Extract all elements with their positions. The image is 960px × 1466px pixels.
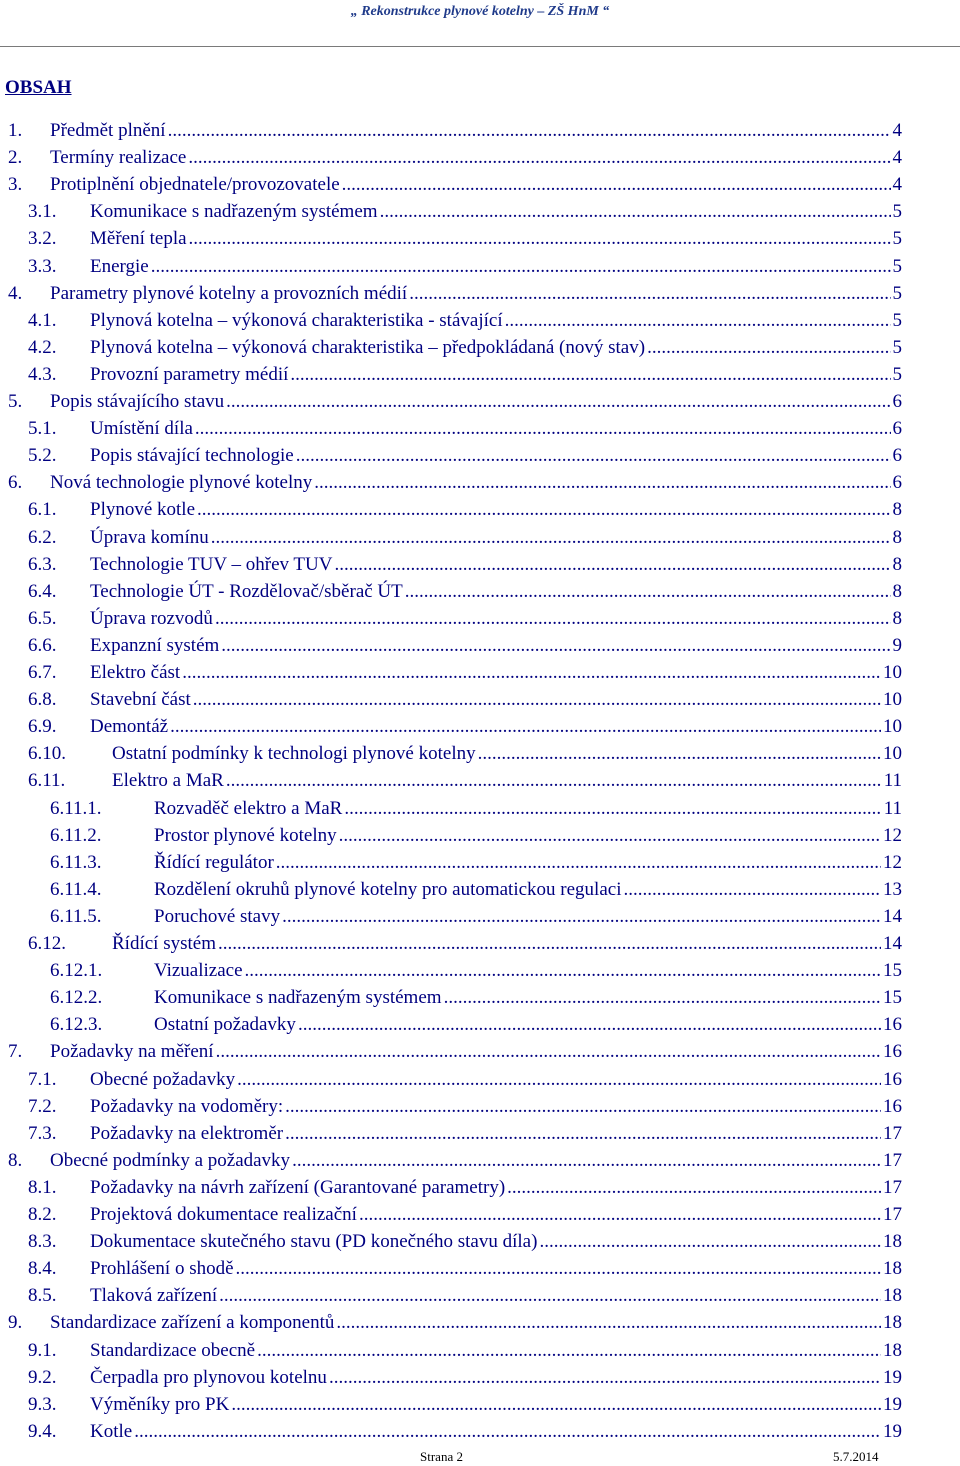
toc-entry-number: 5. [8, 391, 23, 412]
toc-leader-dots [539, 1231, 881, 1253]
toc-leader-dots [290, 364, 890, 386]
toc-entry-number: 9. [8, 1312, 23, 1334]
toc-entry-number: 6.11.1. [50, 797, 102, 819]
toc-leader-dots [193, 689, 881, 711]
toc-entry-page: 18 [883, 1231, 902, 1253]
toc-entry[interactable] [28, 581, 902, 608]
toc-entry-number: 5.2. [28, 445, 57, 467]
toc-entry[interactable] [28, 635, 902, 662]
toc-entry-title: Požadavky na vodoměry: [90, 1095, 284, 1117]
toc-entry-number: 8.5. [28, 1285, 57, 1307]
toc-leader-dots [226, 391, 890, 413]
toc-entry-title: Provozní parametry médií [90, 363, 289, 385]
toc-entry-number: 4. [8, 282, 23, 304]
toc-entry-number: 9.4. [28, 1420, 57, 1442]
toc-entry-title: Požadavky na elektroměr [90, 1122, 284, 1144]
toc-entry[interactable] [28, 1123, 902, 1150]
toc-entry-page: 18 [883, 1312, 902, 1334]
toc-entry-title: Technologie ÚT - Rozdělovač/sběrač ÚT [90, 580, 403, 602]
toc-entry-title: Plynová kotelna – výkonová charakteristika – předpokládaná (nový stav) [90, 336, 646, 358]
toc-entry-number: 8.3. [28, 1231, 57, 1253]
toc-leader-dots [257, 1340, 881, 1362]
toc-leader-dots [292, 1150, 881, 1172]
toc-entry[interactable] [28, 337, 902, 364]
toc-entry-page: 11 [883, 770, 902, 792]
toc-entry-title: Prohlášení o shodě [90, 1258, 234, 1280]
toc-entry[interactable] [28, 310, 902, 337]
toc-entry-number: 6.6. [28, 634, 57, 656]
toc-entry-number: 6.9. [28, 716, 57, 738]
toc-entry-title: Umístění díla [90, 418, 193, 440]
toc-entry[interactable] [28, 1285, 902, 1312]
toc-entry-page: 12 [883, 824, 902, 846]
toc-leader-dots [276, 852, 881, 874]
toc-entry[interactable] [28, 1367, 902, 1394]
toc-entry-page: 4 [892, 147, 902, 169]
toc-entry-page: 8 [892, 607, 902, 629]
toc-leader-dots [195, 418, 891, 440]
toc-entry[interactable] [28, 608, 902, 635]
toc-entry-page: 16 [883, 1068, 902, 1090]
toc-entry[interactable] [28, 716, 902, 743]
toc-entry-page: 8 [892, 553, 902, 575]
toc-entry-page: 6 [892, 391, 902, 412]
toc-entry-page: 11 [883, 797, 902, 819]
toc-entry-page: 17 [883, 1149, 902, 1171]
toc-entry-page: 18 [883, 1339, 902, 1361]
toc-entry-page: 8 [892, 499, 902, 521]
toc-entry-title: Demontáž [90, 716, 169, 738]
toc-entry-number: 6.11.3. [50, 851, 102, 873]
toc-leader-dots [344, 798, 881, 820]
toc-entry-page: 18 [883, 1258, 902, 1280]
toc-entry-page: 6 [892, 472, 902, 494]
footer-date: 5.7.2014 [833, 1449, 879, 1464]
toc-entry[interactable] [28, 743, 902, 770]
toc-entry-page: 12 [883, 851, 902, 873]
toc-entry-number: 6.1. [28, 499, 57, 521]
toc-entry-title: Popis stávajícího stavu [50, 391, 225, 412]
toc-entry-page: 5 [892, 201, 902, 223]
toc-leader-dots [339, 825, 881, 847]
toc-entry-number: 7.3. [28, 1122, 57, 1144]
toc-entry-page: 13 [883, 878, 902, 900]
toc-entry-title: Projektová dokumentace realizační [90, 1204, 357, 1225]
toc-entry[interactable] [28, 418, 902, 445]
toc-entry-title: Standardizace zařízení a komponentů [50, 1312, 335, 1334]
toc-entry[interactable] [28, 933, 902, 960]
toc-entry-title: Protiplnění objednatele/provozovatele [50, 174, 340, 196]
toc-leader-dots [314, 472, 890, 494]
toc-leader-dots [405, 581, 891, 603]
toc-leader-dots [647, 337, 890, 359]
toc-entry[interactable] [50, 852, 902, 879]
toc-entry[interactable] [8, 391, 902, 418]
toc-leader-dots [197, 499, 890, 521]
toc-entry[interactable] [50, 879, 902, 906]
toc-leader-dots [134, 1421, 881, 1443]
toc-leader-dots [329, 1367, 881, 1389]
toc-entry[interactable] [50, 1014, 902, 1041]
toc-entry-number: 5.1. [28, 418, 57, 440]
toc-entry-page: 10 [883, 716, 902, 738]
toc-entry-number: 6.10. [28, 743, 66, 765]
toc-entry-page: 19 [883, 1420, 902, 1442]
toc-entry-page: 19 [883, 1366, 902, 1388]
toc-entry-number: 6.7. [28, 662, 57, 683]
toc-entry-page: 16 [883, 1041, 902, 1063]
toc-entry-number: 3.1. [28, 201, 57, 223]
toc-entry-number: 6.11. [28, 770, 66, 792]
toc-leader-dots [188, 147, 890, 169]
toc-entry-number: 9.1. [28, 1339, 57, 1361]
toc-leader-dots [478, 743, 881, 765]
toc-entry-title: Předmět plnění [50, 120, 166, 141]
toc-leader-dots [216, 1041, 881, 1063]
toc-entry[interactable] [28, 364, 902, 391]
toc-entry-page: 14 [883, 905, 902, 927]
toc-entry[interactable] [8, 1312, 902, 1339]
toc-entry-number: 6.12.2. [50, 987, 103, 1009]
toc-entry-number: 6.12. [28, 933, 66, 954]
toc-leader-dots [218, 933, 881, 955]
toc-entry-title: Úprava rozvodů [90, 607, 213, 629]
toc-entry-title: Rozvaděč elektro a MaR [154, 797, 343, 819]
toc-entry-number: 6. [8, 472, 23, 494]
toc-entry-number: 6.4. [28, 580, 57, 602]
toc-entry-page: 6 [892, 445, 902, 467]
toc-entry-page: 16 [883, 1095, 902, 1117]
toc-entry[interactable] [8, 472, 902, 499]
toc-entry-title: Požadavky na měření [50, 1041, 214, 1063]
toc-leader-dots [282, 906, 881, 928]
toc-entry-page: 5 [892, 255, 902, 277]
toc-entry-title: Ostatní požadavky [154, 1014, 296, 1036]
toc-entry[interactable] [28, 1177, 902, 1204]
toc-entry[interactable] [50, 825, 902, 852]
toc-entry[interactable] [28, 527, 902, 554]
toc-entry-number: 6.11.2. [50, 824, 102, 846]
toc-entry-page: 5 [892, 282, 902, 304]
toc-entry-page: 5 [892, 228, 902, 250]
toc-entry-title: Elektro část [90, 662, 181, 683]
toc-entry-title: Komunikace s nadřazeným systémem [90, 201, 378, 223]
toc-entry-title: Elektro a MaR [112, 770, 224, 792]
toc-leader-dots [236, 1258, 881, 1280]
toc-entry[interactable] [28, 1231, 902, 1258]
toc-entry[interactable] [28, 499, 902, 526]
toc-entry-page: 16 [883, 1014, 902, 1036]
toc-leader-dots [231, 1394, 881, 1416]
toc-entry[interactable] [50, 906, 902, 933]
page-header [0, 0, 960, 47]
toc-entry-number: 4.1. [28, 309, 57, 331]
toc-entry-number: 1. [8, 120, 23, 141]
toc-entry[interactable] [28, 1069, 902, 1096]
toc-leader-dots [245, 960, 881, 982]
toc-entry[interactable] [8, 1041, 902, 1068]
toc-entry[interactable] [28, 256, 902, 283]
toc-entry-page: 18 [883, 1285, 902, 1307]
toc-entry-title: Řídící systém [112, 933, 216, 954]
toc-entry-title: Vizualizace [154, 960, 243, 982]
toc-entry-number: 7. [8, 1041, 23, 1063]
toc-entry-title: Obecné podmínky a požadavky [50, 1149, 291, 1171]
toc-leader-dots [170, 716, 881, 738]
toc-entry[interactable] [28, 1340, 902, 1367]
toc-entry-title: Stavební část [90, 689, 191, 711]
toc-leader-dots [336, 1312, 881, 1334]
toc-entry-title: Tlaková zařízení [90, 1285, 218, 1307]
toc-entry[interactable] [28, 1258, 902, 1285]
toc-entry-title: Expanzní systém [90, 634, 220, 656]
toc-entry-number: 6.8. [28, 689, 57, 711]
toc-entry[interactable] [50, 798, 902, 825]
toc-entry-title: Požadavky na návrh zařízení (Garantované parametry) [90, 1176, 506, 1198]
toc-entry[interactable] [28, 228, 902, 255]
toc-entry[interactable] [28, 1096, 902, 1123]
toc-entry-title: Obecné požadavky [90, 1068, 236, 1090]
toc-entry[interactable] [28, 689, 902, 716]
toc-entry[interactable] [28, 770, 902, 797]
toc-entry-title: Rozdělení okruhů plynové kotelny pro automatickou regulaci [154, 878, 622, 900]
toc-entry-number: 6.12.1. [50, 960, 103, 982]
toc-entry[interactable] [28, 445, 902, 472]
toc-leader-dots [359, 1204, 881, 1226]
toc-entry-number: 6.3. [28, 553, 57, 575]
toc-leader-dots [298, 1014, 881, 1036]
toc-entry-number: 8. [8, 1149, 23, 1171]
toc-leader-dots [334, 554, 890, 576]
toc-entry-page: 4 [892, 120, 902, 141]
toc-entry-number: 3.3. [28, 255, 57, 277]
toc-entry-title: Čerpadla pro plynovou kotelnu [90, 1366, 327, 1388]
toc-entry[interactable] [28, 662, 902, 689]
toc-entry[interactable] [28, 554, 902, 581]
toc-entry-number: 6.2. [28, 526, 57, 548]
toc-leader-dots [342, 174, 891, 196]
toc-entry-title: Měření tepla [90, 228, 187, 250]
toc-entry[interactable] [28, 201, 902, 228]
toc-entry-number: 8.2. [28, 1204, 57, 1225]
toc-entry-number: 3.2. [28, 228, 57, 250]
toc-entry[interactable] [8, 120, 902, 147]
toc-entry-page: 4 [892, 174, 902, 196]
toc-entry-title: Energie [90, 255, 149, 277]
toc-leader-dots [296, 445, 891, 467]
toc-entry-number: 9.3. [28, 1393, 57, 1415]
toc-entry[interactable] [28, 1421, 902, 1448]
toc-entry-title: Parametry plynové kotelny a provozních médií [50, 282, 408, 304]
toc-leader-dots [409, 283, 890, 305]
toc-entry-title: Ostatní podmínky k technologi plynové kotelny [112, 743, 476, 765]
toc-entry-number: 7.1. [28, 1068, 57, 1090]
toc-entry[interactable] [8, 147, 902, 174]
toc-entry-title: Popis stávající technologie [90, 445, 294, 467]
toc-leader-dots [380, 201, 891, 223]
toc-entry[interactable] [50, 987, 902, 1014]
toc-entry-number: 6.11.4. [50, 878, 102, 900]
toc-entry-title: Plynové kotle [90, 499, 196, 521]
toc-entry-number: 6.11.5. [50, 905, 102, 927]
toc-entry[interactable] [50, 960, 902, 987]
toc-entry[interactable] [8, 174, 902, 201]
toc-entry-title: Úprava komínu [90, 526, 209, 548]
toc-leader-dots [215, 608, 891, 630]
toc-entry-title: Plynová kotelna – výkonová charakteristika - stávající [90, 309, 503, 331]
toc-leader-dots [151, 256, 891, 278]
toc-entry-number: 7.2. [28, 1095, 57, 1117]
toc-entry-number: 8.1. [28, 1176, 57, 1198]
toc-entry-title: Dokumentace skutečného stavu (PD konečného stavu díla) [90, 1231, 538, 1253]
toc-leader-dots [168, 120, 891, 142]
toc-leader-dots [189, 228, 891, 250]
toc-entry-title: Poruchové stavy [154, 905, 281, 927]
toc-entry-title: Standardizace obecně [90, 1339, 256, 1361]
toc-leader-dots [226, 770, 882, 792]
toc-entry-page: 5 [892, 363, 902, 385]
toc-entry-number: 8.4. [28, 1258, 57, 1280]
toc-leader-dots [505, 310, 891, 332]
toc-entry-title: Kotle [90, 1420, 133, 1442]
toc-entry-page: 8 [892, 526, 902, 548]
toc-leader-dots [285, 1096, 881, 1118]
toc-entry-number: 6.12.3. [50, 1014, 103, 1036]
toc-leader-dots [219, 1285, 881, 1307]
toc-entry-page: 5 [892, 309, 902, 331]
toc-leader-dots [444, 987, 881, 1009]
toc-leader-dots [285, 1123, 881, 1145]
toc-entry-page: 6 [892, 418, 902, 440]
toc-entry-page: 5 [892, 336, 902, 358]
footer-page-number: Strana 2 [420, 1449, 463, 1464]
toc-leader-dots [211, 527, 891, 549]
toc-entry-number: 6.5. [28, 607, 57, 629]
toc-entry-page: 9 [892, 634, 902, 656]
toc-entry-title: Výměníky pro PK [90, 1393, 230, 1415]
toc-entry-page: 10 [883, 743, 902, 765]
toc-entry-title: Komunikace s nadřazeným systémem [154, 987, 442, 1009]
toc-entry-page: 17 [883, 1204, 902, 1225]
toc-entry-title: Nová technologie plynové kotelny [50, 472, 313, 494]
header-title: „ Rekonstrukce plynové kotelny – ZŠ HnM “ [350, 4, 610, 19]
toc-leader-dots [237, 1069, 881, 1091]
toc-entry-page: 17 [883, 1122, 902, 1144]
toc-entry[interactable] [28, 1394, 902, 1421]
toc-entry-page: 15 [883, 987, 902, 1009]
toc-entry[interactable] [8, 1150, 902, 1177]
toc-entry-number: 3. [8, 174, 23, 196]
toc-entry-page: 15 [883, 960, 902, 982]
toc-entry[interactable] [28, 1204, 902, 1231]
toc-leader-dots [221, 635, 890, 657]
toc-heading: OBSAH [5, 77, 72, 98]
toc-entry-number: 4.3. [28, 363, 57, 385]
toc-entry-number: 2. [8, 147, 23, 169]
toc-leader-dots [182, 662, 881, 684]
toc-entry-title: Termíny realizace [50, 147, 187, 169]
toc-leader-dots [507, 1177, 881, 1199]
toc-entry-number: 9.2. [28, 1366, 57, 1388]
toc-entry-page: 10 [883, 689, 902, 711]
toc-entry-page: 19 [883, 1393, 902, 1415]
toc-entry-page: 14 [883, 933, 902, 954]
toc-leader-dots [624, 879, 882, 901]
toc-entry-page: 17 [883, 1176, 902, 1198]
toc-entry-title: Technologie TUV – ohřev TUV [90, 553, 333, 575]
toc-entry-page: 8 [892, 580, 902, 602]
toc-entry-number: 4.2. [28, 336, 57, 358]
toc-entry[interactable] [8, 283, 902, 310]
toc-entry-title: Řídící regulátor [154, 851, 274, 873]
toc-entry-title: Prostor plynové kotelny [154, 824, 337, 846]
toc-entry-page: 10 [883, 662, 902, 683]
